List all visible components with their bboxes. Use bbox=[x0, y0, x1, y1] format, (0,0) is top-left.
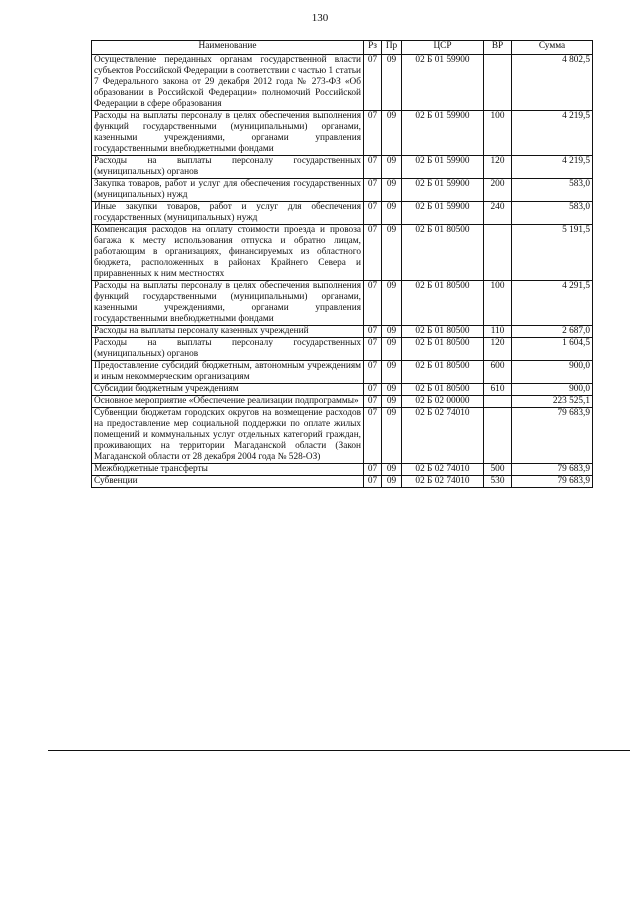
row-pr-cell: 09 bbox=[382, 326, 402, 338]
row-csr-cell: 02 Б 01 59900 bbox=[402, 111, 484, 156]
row-name-cell: Межбюджетные трансферты bbox=[92, 464, 364, 476]
row-csr-cell: 02 Б 01 59900 bbox=[402, 179, 484, 202]
row-pr-cell: 09 bbox=[382, 384, 402, 396]
row-pr-cell: 09 bbox=[382, 225, 402, 281]
row-csr-cell: 02 Б 01 80500 bbox=[402, 326, 484, 338]
row-sum-cell: 4 802,5 bbox=[512, 55, 593, 111]
row-sum-cell: 223 525,1 bbox=[512, 396, 593, 408]
row-pr-cell: 09 bbox=[382, 179, 402, 202]
row-rz-cell: 07 bbox=[364, 179, 382, 202]
table-row bbox=[92, 476, 593, 488]
row-rz-cell: 07 bbox=[364, 225, 382, 281]
table-header-row bbox=[92, 41, 593, 55]
row-vr-cell bbox=[484, 396, 512, 408]
table-row bbox=[92, 464, 593, 476]
row-csr-cell: 02 Б 02 74010 bbox=[402, 464, 484, 476]
row-rz-cell: 07 bbox=[364, 156, 382, 179]
row-csr-cell: 02 Б 02 74010 bbox=[402, 476, 484, 488]
row-csr-cell: 02 Б 01 80500 bbox=[402, 338, 484, 361]
row-name-cell: Иные закупки товаров, работ и услуг для обеспечения государственных (муниципальных) нужд bbox=[92, 202, 364, 225]
row-vr-cell: 110 bbox=[484, 326, 512, 338]
row-pr-cell: 09 bbox=[382, 202, 402, 225]
header-rz: Рз bbox=[364, 41, 382, 55]
row-name-cell: Компенсация расходов на оплату стоимости проезда и провоза багажа к месту использования отпуска и обратно лицам, работающим в организациях, финансируемых из областного бюджета, расположенных в районах Крайнего Севера и приравненных к ним местностях bbox=[92, 225, 364, 281]
header-sum: Сумма bbox=[512, 41, 593, 55]
row-sum-cell: 583,0 bbox=[512, 179, 593, 202]
row-sum-cell: 583,0 bbox=[512, 202, 593, 225]
row-sum-cell: 4 219,5 bbox=[512, 111, 593, 156]
table-row bbox=[92, 408, 593, 464]
row-sum-cell: 5 191,5 bbox=[512, 225, 593, 281]
row-rz-cell: 07 bbox=[364, 396, 382, 408]
row-sum-cell: 4 219,5 bbox=[512, 156, 593, 179]
row-csr-cell: 02 Б 01 80500 bbox=[402, 281, 484, 326]
row-rz-cell: 07 bbox=[364, 408, 382, 464]
row-name-cell: Осуществление переданных органам государственной власти субъектов Российской Федерации в соответствии с частью 1 статьи 7 Федерального закона от 29 декабря 2012 года № 273-ФЗ «Об образовании в Российской Федерации» полномочий Российской Федерации в сфере образования bbox=[92, 55, 364, 111]
table-row bbox=[92, 55, 593, 111]
row-pr-cell: 09 bbox=[382, 396, 402, 408]
row-csr-cell: 02 Б 02 74010 bbox=[402, 408, 484, 464]
row-rz-cell: 07 bbox=[364, 361, 382, 384]
row-pr-cell: 09 bbox=[382, 156, 402, 179]
table-row bbox=[92, 202, 593, 225]
footer-divider bbox=[48, 750, 630, 751]
row-name-cell: Расходы на выплаты персоналу казенных учреждений bbox=[92, 326, 364, 338]
row-csr-cell: 02 Б 01 80500 bbox=[402, 384, 484, 396]
row-name-cell: Расходы на выплаты персоналу в целях обеспечения выполнения функций государственными (муниципальными) органами, казенными учреждениями, органами управления государственными внебюджетными фондами bbox=[92, 111, 364, 156]
row-name-cell: Закупка товаров, работ и услуг для обеспечения государственных (муниципальных) нужд bbox=[92, 179, 364, 202]
row-name-cell: Субсидии бюджетным учреждениям bbox=[92, 384, 364, 396]
row-sum-cell: 79 683,9 bbox=[512, 464, 593, 476]
row-sum-cell: 2 687,0 bbox=[512, 326, 593, 338]
table-row bbox=[92, 361, 593, 384]
row-csr-cell: 02 Б 01 59900 bbox=[402, 202, 484, 225]
row-csr-cell: 02 Б 01 59900 bbox=[402, 156, 484, 179]
row-name-cell: Предоставление субсидий бюджетным, автономным учреждениям и иным некоммерческим организациям bbox=[92, 361, 364, 384]
row-pr-cell: 09 bbox=[382, 111, 402, 156]
table-row bbox=[92, 384, 593, 396]
row-sum-cell: 900,0 bbox=[512, 361, 593, 384]
table-row bbox=[92, 111, 593, 156]
row-sum-cell: 1 604,5 bbox=[512, 338, 593, 361]
header-name: Наименование bbox=[92, 41, 364, 55]
row-rz-cell: 07 bbox=[364, 476, 382, 488]
row-rz-cell: 07 bbox=[364, 202, 382, 225]
row-name-cell: Расходы на выплаты персоналу государственных (муниципальных) органов bbox=[92, 156, 364, 179]
row-vr-cell: 610 bbox=[484, 384, 512, 396]
row-vr-cell: 100 bbox=[484, 281, 512, 326]
table-row bbox=[92, 396, 593, 408]
page-number: 130 bbox=[311, 12, 329, 24]
budget-table bbox=[91, 40, 593, 488]
row-rz-cell: 07 bbox=[364, 326, 382, 338]
row-vr-cell: 600 bbox=[484, 361, 512, 384]
row-rz-cell: 07 bbox=[364, 281, 382, 326]
row-vr-cell bbox=[484, 225, 512, 281]
row-pr-cell: 09 bbox=[382, 476, 402, 488]
row-name-cell: Расходы на выплаты персоналу государственных (муниципальных) органов bbox=[92, 338, 364, 361]
row-pr-cell: 09 bbox=[382, 408, 402, 464]
row-vr-cell: 530 bbox=[484, 476, 512, 488]
row-csr-cell: 02 Б 01 59900 bbox=[402, 55, 484, 111]
header-csr: ЦСР bbox=[402, 41, 484, 55]
row-rz-cell: 07 bbox=[364, 464, 382, 476]
row-name-cell: Расходы на выплаты персоналу в целях обеспечения выполнения функций государственными (муниципальными) органами, казенными учреждениями, органами управления государственными внебюджетными фондами bbox=[92, 281, 364, 326]
row-pr-cell: 09 bbox=[382, 338, 402, 361]
row-vr-cell bbox=[484, 408, 512, 464]
header-vr: ВР bbox=[484, 41, 512, 55]
table-row bbox=[92, 225, 593, 281]
row-pr-cell: 09 bbox=[382, 55, 402, 111]
row-vr-cell: 120 bbox=[484, 156, 512, 179]
table-row bbox=[92, 326, 593, 338]
row-name-cell: Основное мероприятие «Обеспечение реализации подпрограммы» bbox=[92, 396, 364, 408]
row-pr-cell: 09 bbox=[382, 464, 402, 476]
table-row bbox=[92, 179, 593, 202]
row-sum-cell: 79 683,9 bbox=[512, 476, 593, 488]
row-vr-cell: 500 bbox=[484, 464, 512, 476]
row-csr-cell: 02 Б 01 80500 bbox=[402, 361, 484, 384]
row-name-cell: Субвенции bbox=[92, 476, 364, 488]
row-rz-cell: 07 bbox=[364, 338, 382, 361]
row-pr-cell: 09 bbox=[382, 281, 402, 326]
table-row bbox=[92, 338, 593, 361]
row-rz-cell: 07 bbox=[364, 384, 382, 396]
row-pr-cell: 09 bbox=[382, 361, 402, 384]
row-vr-cell: 120 bbox=[484, 338, 512, 361]
header-pr: Пр bbox=[382, 41, 402, 55]
row-csr-cell: 02 Б 01 80500 bbox=[402, 225, 484, 281]
row-csr-cell: 02 Б 02 00000 bbox=[402, 396, 484, 408]
row-vr-cell bbox=[484, 55, 512, 111]
row-sum-cell: 4 291,5 bbox=[512, 281, 593, 326]
row-name-cell: Субвенции бюджетам городских округов на возмещение расходов на предоставление мер социальной поддержки по оплате жилых помещений и коммунальных услуг отдельных категорий граждан, проживающих на территории Магаданской области (Закон Магаданской области от 28 декабря 2004 года № 528-ОЗ) bbox=[92, 408, 364, 464]
table-row bbox=[92, 156, 593, 179]
row-rz-cell: 07 bbox=[364, 55, 382, 111]
row-sum-cell: 900,0 bbox=[512, 384, 593, 396]
row-vr-cell: 200 bbox=[484, 179, 512, 202]
table-row bbox=[92, 281, 593, 326]
row-rz-cell: 07 bbox=[364, 111, 382, 156]
row-vr-cell: 100 bbox=[484, 111, 512, 156]
row-sum-cell: 79 683,9 bbox=[512, 408, 593, 464]
row-vr-cell: 240 bbox=[484, 202, 512, 225]
